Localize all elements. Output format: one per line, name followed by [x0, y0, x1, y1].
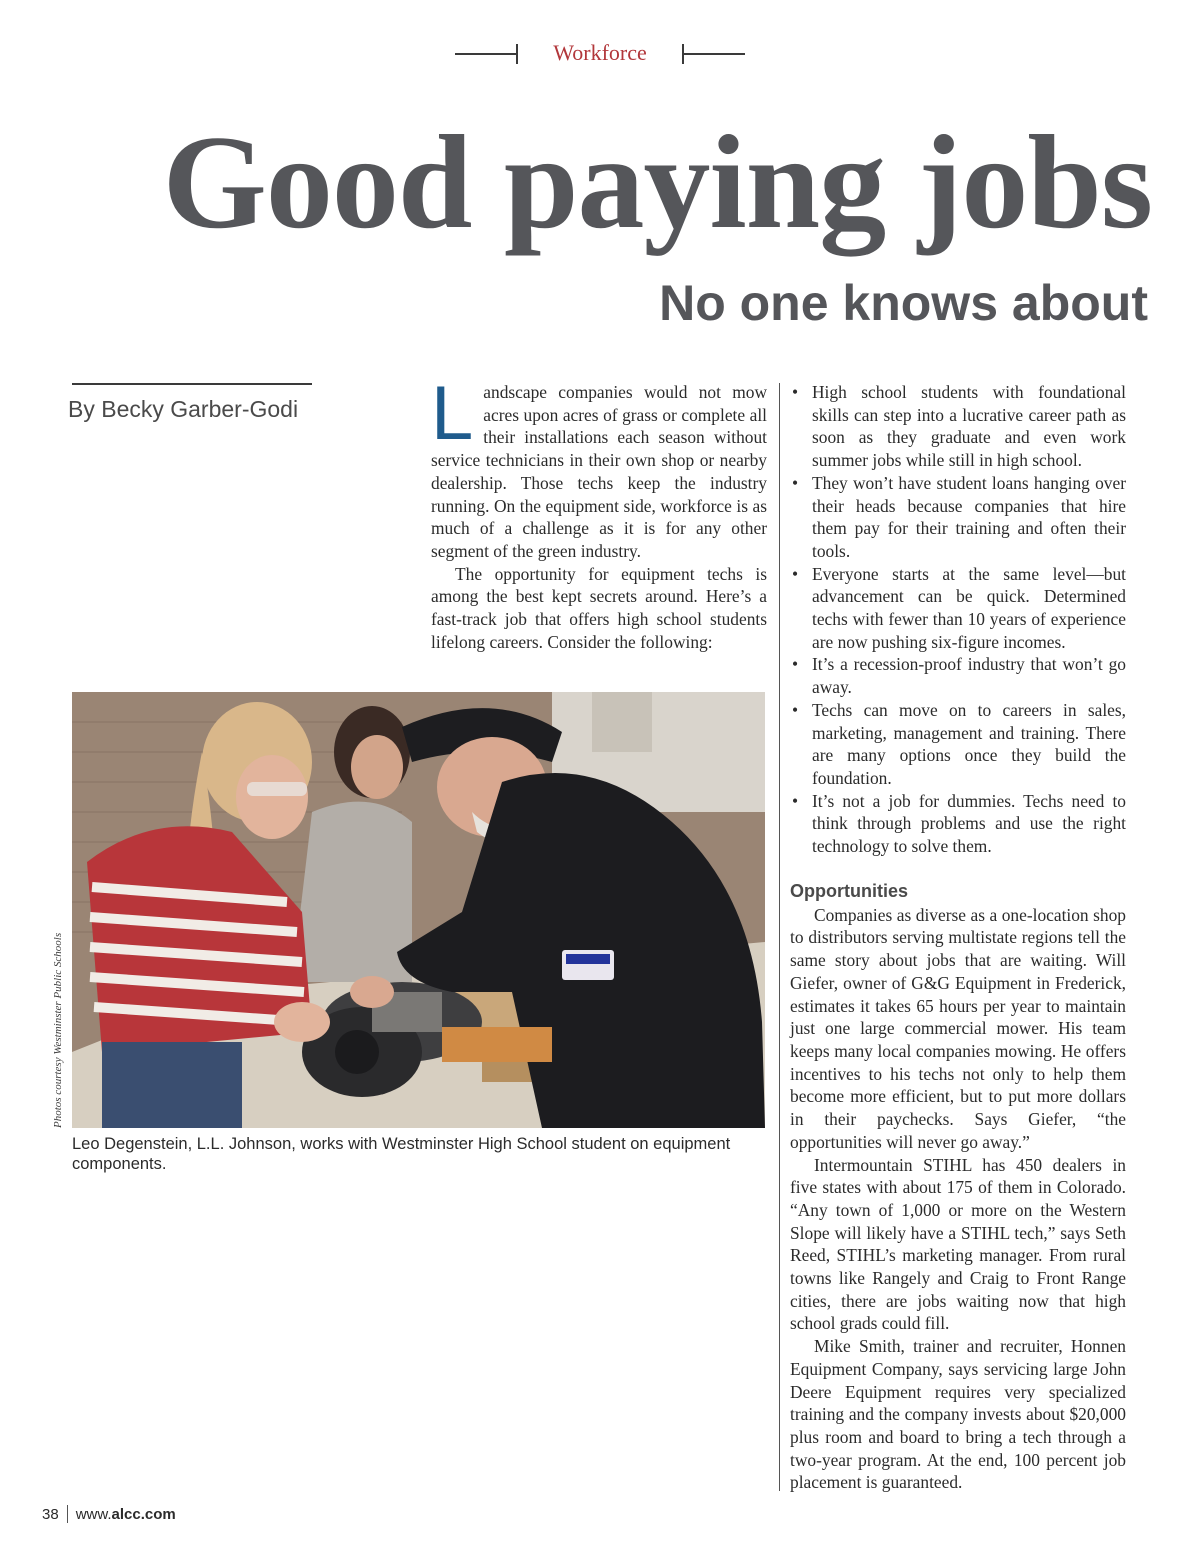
footer-separator	[67, 1505, 68, 1523]
section-tag	[455, 38, 745, 70]
intro-paragraph-2: The opportunity for equipment techs is among the best kept secrets around. Here’s a fast-track job that offers high school students lifelong careers. Consider the following:	[431, 563, 767, 652]
bullet-list	[790, 381, 1126, 858]
article-photo	[72, 692, 765, 1128]
footer-url-prefix[interactable]: www.	[75, 1506, 112, 1523]
bullet-item: • It’s not a job for dummies. Techs need to think through problems and use the right technology to solve them.	[790, 790, 1126, 858]
opportunities-paragraph: Companies as diverse as a one-location shop to distributors serving multistate regions tell the same story about jobs that are waiting. Will Giefer, owner of G&G Equipment in Frederick, estimates it takes 65 hours per year to maintain just one large commercial mower. His team keeps many local companies mowing. He offers incentives to his techs not only to help them become more efficient, but to put more dollars in their paychecks. Says Giefer, “the opportunities will never go away.”	[790, 904, 1126, 1152]
byline-rule	[72, 383, 312, 385]
page-footer	[42, 1505, 176, 1523]
photo-illustration	[72, 692, 765, 1128]
section-label: Workforce	[553, 40, 647, 65]
photo-caption: Leo Degenstein, L.L. Johnson, works with Westminster High School student on equipment components.	[72, 1135, 731, 1173]
section-rule-right	[683, 53, 745, 55]
dropcap: L	[431, 371, 474, 456]
photo-credit: Photos courtesy Westminster Public Schools	[52, 932, 64, 1128]
column-divider	[779, 383, 780, 1491]
opportunities-heading: Opportunities	[790, 880, 908, 901]
bullet-item: • Everyone starts at the same level—but advancement can be quick. Determined techs with fewer than 10 years of experience are now pushing six-figure incomes.	[790, 563, 1126, 654]
headline: Good paying jobs	[162, 108, 1152, 256]
intro-column	[431, 371, 767, 653]
byline: By Becky Garber-Godi	[68, 396, 299, 422]
intro-paragraph-1: andscape companies would not mow acres upon acres of grass or complete all their installations each season without service technicians in their own shop or nearby dealership. Those techs keep the industry running. On the equipment side, workforce is as much of a challenge as it is for any other segment of the green industry.	[431, 382, 767, 561]
right-column	[790, 381, 1126, 1494]
page-number: 38	[42, 1506, 59, 1523]
subhead: No one knows about	[659, 275, 1148, 331]
bullet-item: • They won’t have student loans hanging over their heads because companies that hire them pay for their training and often their tools.	[790, 472, 1126, 563]
opportunities-paragraph: Intermountain STIHL has 450 dealers in five states with about 175 of them in Colorado. “Any town of 1,000 or more on the Western Slope will likely have a STIHL tech,” says Seth Reed, STIHL’s marketing manager. From rural towns like Rangely and Craig to Front Range cities, there are jobs waiting now that high school grads could fill.	[790, 1154, 1126, 1334]
bullet-item: • High school students with foundational skills can step into a lucrative career path as soon as they graduate and even work summer jobs while still in high school.	[790, 381, 1126, 472]
bullet-item: • Techs can move on to careers in sales, marketing, management and training. There are many options once they build the foundation.	[790, 699, 1126, 790]
footer-url-domain[interactable]: alcc.com	[111, 1506, 176, 1523]
bullet-item: • It’s a recession-proof industry that won’t go away.	[790, 653, 1126, 698]
opportunities-paragraph: Mike Smith, trainer and recruiter, Honnen Equipment Company, says servicing large John Deere Equipment requires very specialized training and the company invests about $20,000 plus room and board to bring a tech through a two-year program. At the end, 100 percent job placement is guaranteed.	[790, 1336, 1126, 1493]
